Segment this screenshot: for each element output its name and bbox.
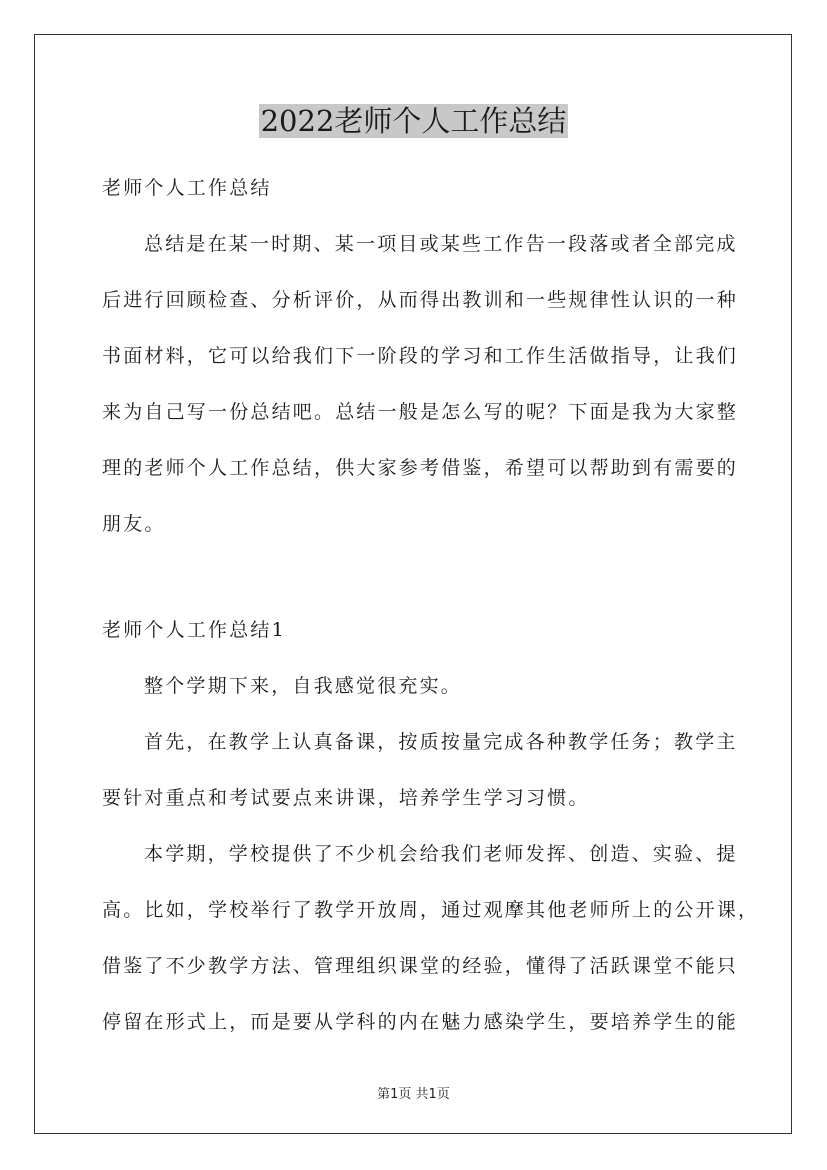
section1-paragraph-2-line: 首先，在教学上认真备课，按质按量完成各种教学任务；教学主 (144, 731, 738, 753)
intro-line: 理的老师个人工作总结，供大家参考借鉴，希望可以帮助到有需要的 (102, 457, 739, 479)
intro-line: 总结是在某一时期、某一项目或某些工作告一段落或者全部完成 (144, 233, 738, 255)
document-body (102, 160, 760, 1050)
document-title-text: 2022老师个人工作总结 (260, 104, 567, 138)
page-number-footer: 第1页 共1页 (377, 1087, 450, 1102)
intro-line: 后进行回顾检查、分析评价，从而得出教训和一些规律性认识的一种 (102, 289, 739, 311)
intro-line: 书面材料，它可以给我们下一阶段的学习和工作生活做指导，让我们 (102, 345, 739, 367)
section1-paragraph-3-line: 高。比如，学校举行了教学开放周，通过观摩其他老师所上的公开课， (102, 899, 760, 921)
section1-paragraph-1: 整个学期下来，自我感觉很充实。 (144, 675, 463, 697)
section1-paragraph-3-line: 停留在形式上，而是要从学科的内在魅力感染学生，要培养学生的能 (102, 1011, 739, 1033)
intro-line: 来为自己写一份总结吧。总结一般是怎么写的呢？下面是我为大家整 (102, 401, 739, 423)
section1-paragraph-3-line: 本学期，学校提供了不少机会给我们老师发挥、创造、实验、提 (144, 843, 738, 865)
section1-paragraph-2-line: 要针对重点和考试要点来讲课，培养学生学习习惯。 (102, 787, 590, 809)
section1-paragraph-3-line: 借鉴了不少教学方法、管理组织课堂的经验，懂得了活跃课堂不能只 (102, 955, 739, 977)
section1-heading: 老师个人工作总结1 (102, 619, 286, 641)
document-title (0, 101, 827, 141)
intro-line: 朋友。 (102, 513, 166, 535)
intro-heading: 老师个人工作总结 (102, 177, 272, 199)
